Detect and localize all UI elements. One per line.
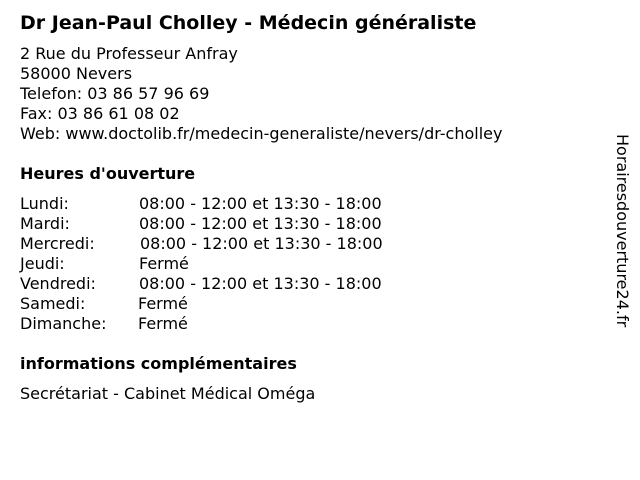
hours-value: Fermé <box>138 294 188 313</box>
day-label: Jeudi: <box>20 254 65 273</box>
opening-hours-table <box>20 194 440 334</box>
site-brand-vertical: Horairesdouverture24.fr <box>613 134 632 328</box>
hours-row-mardi <box>20 214 440 234</box>
day-label: Dimanche: <box>20 314 107 333</box>
contact-block <box>20 44 502 144</box>
hours-value: 08:00 - 12:00 et 13:30 - 18:00 <box>139 214 382 233</box>
hours-value: Fermé <box>139 254 189 273</box>
day-label: Samedi: <box>20 294 86 313</box>
address-line-1: 2 Rue du Professeur Anfray <box>20 44 238 63</box>
day-label: Mercredi: <box>20 234 95 253</box>
hours-row-vendredi <box>20 274 440 294</box>
hours-value: 08:00 - 12:00 et 13:30 - 18:00 <box>139 194 382 213</box>
hours-row-lundi <box>20 194 440 214</box>
hours-row-dimanche <box>20 314 440 334</box>
phone-number: Telefon: 03 86 57 96 69 <box>20 84 210 103</box>
day-label: Mardi: <box>20 214 70 233</box>
additional-info-text: Secrétariat - Cabinet Médical Oméga <box>20 384 316 403</box>
hours-value: 08:00 - 12:00 et 13:30 - 18:00 <box>139 274 382 293</box>
hours-value: Fermé <box>138 314 188 333</box>
day-label: Vendredi: <box>20 274 96 293</box>
day-label: Lundi: <box>20 194 69 213</box>
hours-row-mercredi <box>20 234 440 254</box>
fax-number: Fax: 03 86 61 08 02 <box>20 104 180 123</box>
hours-row-jeudi <box>20 254 440 274</box>
hours-value: 08:00 - 12:00 et 13:30 - 18:00 <box>140 234 383 253</box>
additional-info-heading: informations complémentaires <box>20 354 297 373</box>
address-line-2: 58000 Nevers <box>20 64 133 83</box>
hours-row-samedi <box>20 294 440 314</box>
page-title: Dr Jean-Paul Cholley - Médecin généraliste <box>20 12 477 34</box>
opening-hours-heading: Heures d'ouverture <box>20 164 196 183</box>
website-link[interactable]: Web: www.doctolib.fr/medecin-generaliste/nevers/dr-cholley <box>20 124 503 143</box>
